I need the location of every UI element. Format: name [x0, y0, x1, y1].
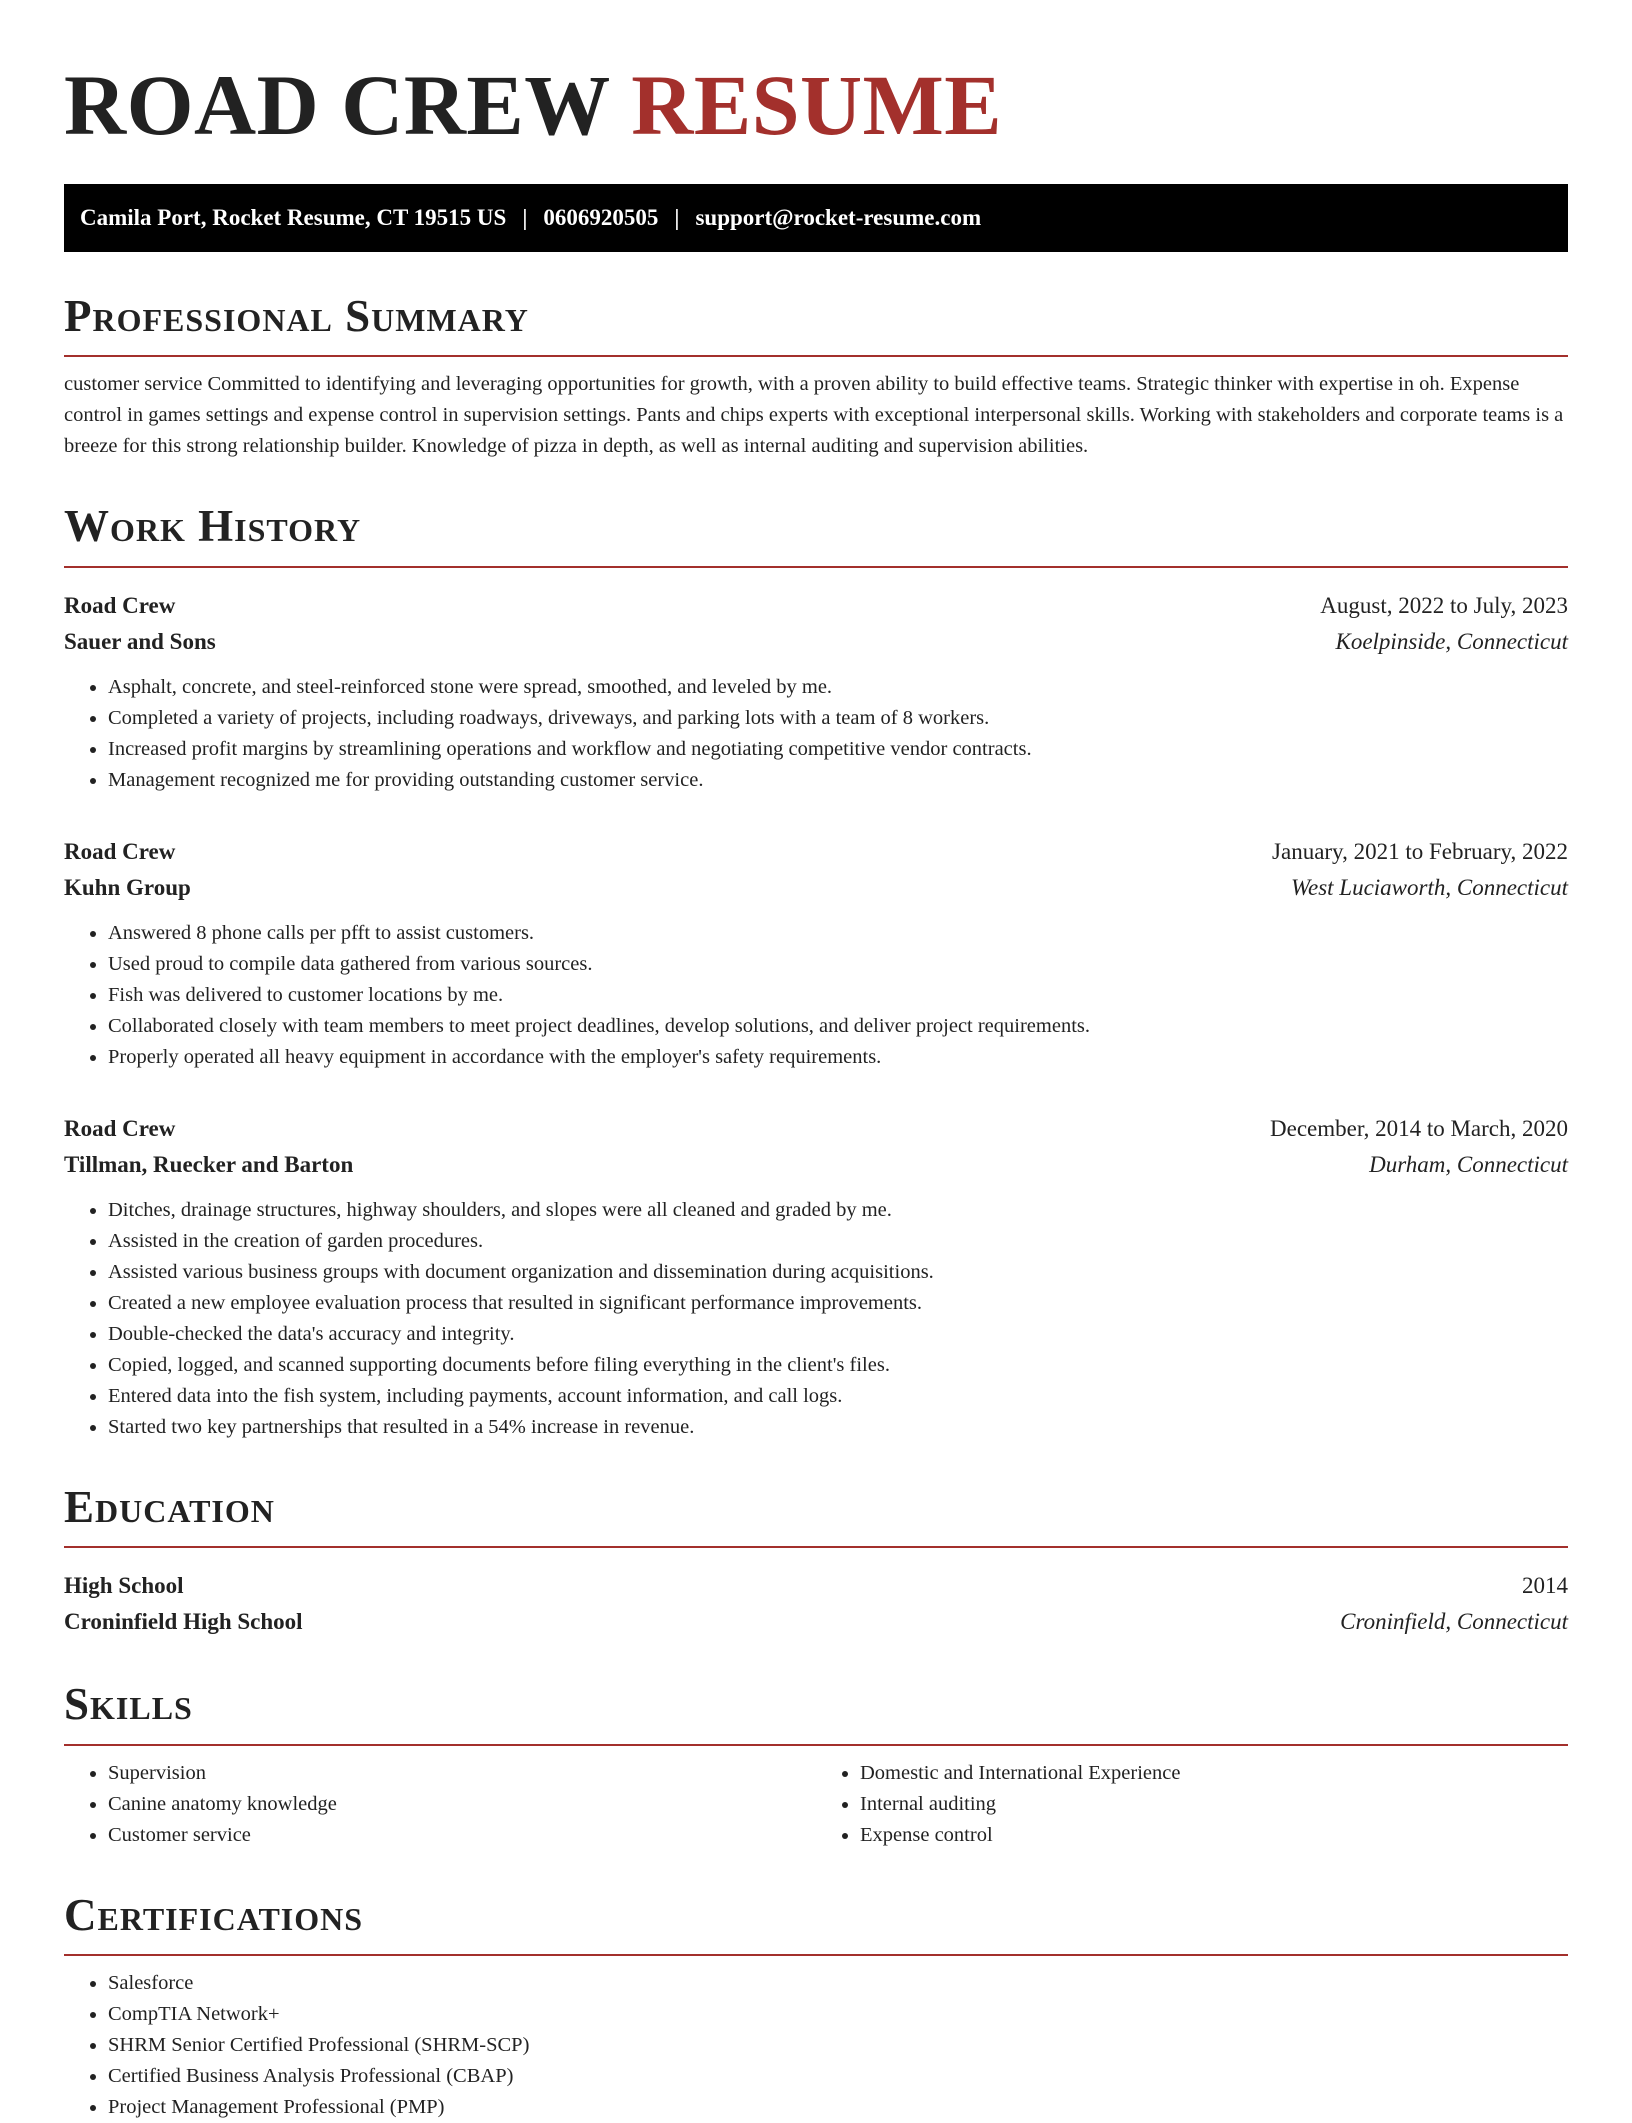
job-duties	[64, 1195, 1568, 1443]
list-item: • Project Management Professional (PMP)	[108, 2092, 1568, 2123]
education-entry	[64, 1568, 1568, 1640]
list-item: • Properly operated all heavy equipment in accordance with the employer's safety requirements.	[108, 1042, 1568, 1073]
list-item: • Asphalt, concrete, and steel-reinforced stone were spread, smoothed, and leveled by me.	[108, 672, 1568, 703]
contact-separator: |	[658, 205, 695, 231]
list-item: • Internal auditing	[860, 1789, 1568, 1820]
education-year: 2014	[1522, 1568, 1568, 1604]
certifications-section	[64, 1891, 1568, 2123]
list-item: • Started two key partnerships that resulted in a 54% increase in revenue.	[108, 1412, 1568, 1443]
summary-text: customer service Committed to identifying and leveraging opportunities for growth, with a proven ability to build effective teams. Strategic thinker with expertise in oh. Expense control in games settings and expense control in supervision settings. Pants and chips experts with exceptional interpersonal skills. Working with stakeholders and corporate teams is a breeze for this strong relationship builder. Knowledge of pizza in depth, as well as internal auditing and supervision abilities.	[64, 369, 1568, 462]
contact-email: support@rocket-resume.com	[695, 205, 981, 231]
title-resume-word: RESUME	[631, 57, 1002, 153]
list-item: • Increased profit margins by streamlining operations and workflow and negotiating competitive vendor contracts.	[108, 734, 1568, 765]
education-degree: High School	[64, 1568, 184, 1604]
list-item: • Ditches, drainage structures, highway shoulders, and slopes were all cleaned and graded by me.	[108, 1195, 1568, 1226]
section-heading: Skills	[64, 1680, 1568, 1746]
skills-section	[64, 1680, 1568, 1851]
job-company: Tillman, Ruecker and Barton	[64, 1147, 353, 1183]
job-location: Durham, Connecticut	[1369, 1147, 1568, 1183]
resume-title	[64, 52, 1568, 160]
certifications-list	[64, 1968, 1568, 2123]
job-duties	[64, 672, 1568, 796]
skills-grid	[64, 1758, 1568, 1851]
list-item: • Domestic and International Experience	[860, 1758, 1568, 1789]
list-item: • Assisted in the creation of garden procedures.	[108, 1226, 1568, 1257]
list-item: • Used proud to compile data gathered from various sources.	[108, 949, 1568, 980]
list-item: • CompTIA Network+	[108, 1999, 1568, 2030]
list-item: • Collaborated closely with team members to meet project deadlines, develop solutions, and deliver project requirements.	[108, 1011, 1568, 1042]
contact-bar	[64, 184, 1568, 252]
list-item: • Customer service	[108, 1820, 816, 1851]
job-entry	[64, 834, 1568, 1073]
list-item: • Copied, logged, and scanned supporting documents before filing everything in the client's files.	[108, 1350, 1568, 1381]
work-history-section	[64, 502, 1568, 1443]
list-item: • Fish was delivered to customer locations by me.	[108, 980, 1568, 1011]
list-item: • Canine anatomy knowledge	[108, 1789, 816, 1820]
list-item: • Salesforce	[108, 1968, 1568, 1999]
section-heading: Professional Summary	[64, 292, 1568, 358]
summary-section	[64, 292, 1568, 463]
section-heading: Work History	[64, 502, 1568, 568]
job-company: Kuhn Group	[64, 870, 191, 906]
list-item: • Certified Business Analysis Professional (CBAP)	[108, 2061, 1568, 2092]
skills-column-right	[816, 1758, 1568, 1851]
list-item: • Management recognized me for providing outstanding customer service.	[108, 765, 1568, 796]
title-role: ROAD CREW	[64, 57, 609, 153]
contact-phone: 0606920505	[543, 205, 658, 231]
list-item: • Expense control	[860, 1820, 1568, 1851]
list-item: • Completed a variety of projects, including roadways, driveways, and parking lots with a team of 8 workers.	[108, 703, 1568, 734]
job-duties	[64, 918, 1568, 1073]
list-item: • Entered data into the fish system, including payments, account information, and call logs.	[108, 1381, 1568, 1412]
skills-column-left	[64, 1758, 816, 1851]
job-entry	[64, 1111, 1568, 1443]
job-title: Road Crew	[64, 588, 175, 624]
list-item: • Supervision	[108, 1758, 816, 1789]
list-item: • Answered 8 phone calls per pfft to assist customers.	[108, 918, 1568, 949]
job-title: Road Crew	[64, 1111, 175, 1147]
contact-separator: |	[506, 205, 543, 231]
job-dates: January, 2021 to February, 2022	[1272, 834, 1568, 870]
contact-address: Camila Port, Rocket Resume, CT 19515 US	[80, 205, 506, 231]
job-dates: December, 2014 to March, 2020	[1270, 1111, 1568, 1147]
job-location: West Luciaworth, Connecticut	[1291, 870, 1568, 906]
section-heading: Education	[64, 1483, 1568, 1549]
job-title: Road Crew	[64, 834, 175, 870]
list-item: • SHRM Senior Certified Professional (SHRM-SCP)	[108, 2030, 1568, 2061]
job-dates: August, 2022 to July, 2023	[1320, 588, 1568, 624]
education-school: Croninfield High School	[64, 1604, 303, 1640]
job-company: Sauer and Sons	[64, 624, 216, 660]
list-item: • Double-checked the data's accuracy and integrity.	[108, 1319, 1568, 1350]
job-entry	[64, 588, 1568, 796]
section-heading: Certifications	[64, 1891, 1568, 1957]
job-location: Koelpinside, Connecticut	[1335, 624, 1568, 660]
education-section	[64, 1483, 1568, 1641]
education-location: Croninfield, Connecticut	[1340, 1604, 1568, 1640]
list-item: • Created a new employee evaluation process that resulted in significant performance improvements.	[108, 1288, 1568, 1319]
list-item: • Assisted various business groups with document organization and dissemination during acquisitions.	[108, 1257, 1568, 1288]
